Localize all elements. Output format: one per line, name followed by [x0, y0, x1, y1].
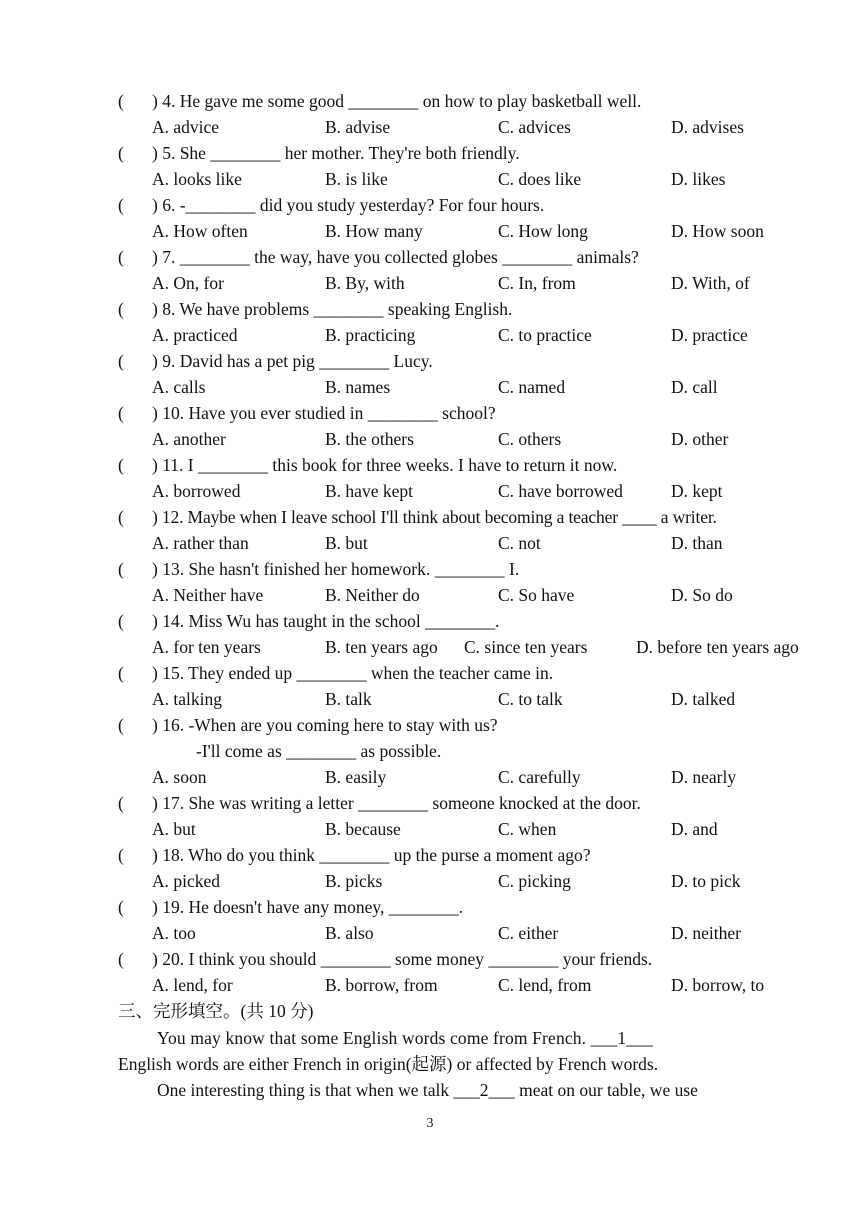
option-b: B. also [325, 923, 374, 943]
option-c: C. named [498, 377, 566, 397]
question-text: ) 5. She ________ her mother. They're both friendly. [152, 143, 520, 163]
option-c: C. either [498, 923, 559, 943]
option-b: B. picks [325, 871, 383, 891]
answer-paren: ( [118, 299, 124, 319]
option-b: B. but [325, 533, 368, 553]
answer-paren: ( [118, 195, 124, 215]
option-b: B. names [325, 377, 391, 397]
question-text: ) 9. David has a pet pig ________ Lucy. [152, 351, 433, 371]
option-a: A. another [152, 429, 226, 449]
question-text: ) 12. Maybe when I leave school I'll think about becoming a teacher ____ a writer. [152, 507, 717, 527]
option-b: B. ten years ago [325, 637, 438, 657]
option-d: D. With, of [671, 273, 750, 293]
question-text: ) 19. He doesn't have any money, ________. [152, 897, 464, 917]
option-d: D. talked [671, 689, 736, 709]
answer-paren: ( [118, 715, 124, 735]
option-c: C. since ten years [464, 637, 588, 657]
answer-paren: ( [118, 143, 124, 163]
option-c: C. So have [498, 585, 575, 605]
option-d: D. other [671, 429, 729, 449]
section-title-cloze: 三、完形填空。(共 10 分) [118, 1001, 314, 1021]
question-text: ) 14. Miss Wu has taught in the school ________. [152, 611, 500, 631]
question-text: ) 13. She hasn't finished her homework. ________ I. [152, 559, 520, 579]
question-text: ) 7. ________ the way, have you collected globes ________ animals? [152, 247, 639, 267]
option-d: D. advises [671, 117, 744, 137]
answer-paren: ( [118, 793, 124, 813]
option-a: A. looks like [152, 169, 242, 189]
option-c: C. not [498, 533, 541, 553]
cloze-paragraph-2-line-1: One interesting thing is that when we talk ___2___ meat on our table, we use [157, 1080, 698, 1100]
option-a: A. talking [152, 689, 222, 709]
question-text: ) 17. She was writing a letter ________ someone knocked at the door. [152, 793, 641, 813]
option-a: A. borrowed [152, 481, 241, 501]
question-text: ) 10. Have you ever studied in ________ school? [152, 403, 496, 423]
option-d: D. and [671, 819, 718, 839]
option-b: B. By, with [325, 273, 405, 293]
option-a: A. but [152, 819, 196, 839]
answer-paren: ( [118, 949, 124, 969]
question-text: ) 8. We have problems ________ speaking English. [152, 299, 513, 319]
option-b: B. How many [325, 221, 423, 241]
question-text: ) 4. He gave me some good ________ on how to play basketball well. [152, 91, 642, 111]
option-c: C. others [498, 429, 562, 449]
option-b: B. borrow, from [325, 975, 438, 995]
option-c: C. How long [498, 221, 588, 241]
question-text: ) 16. -When are you coming here to stay with us? [152, 715, 498, 735]
option-a: A. rather than [152, 533, 249, 553]
option-b: B. Neither do [325, 585, 420, 605]
question-16-stem-reply: -I'll come as ________ as possible. [196, 741, 442, 761]
option-d: D. kept [671, 481, 723, 501]
question-text: ) 11. I ________ this book for three weeks. I have to return it now. [152, 455, 618, 475]
option-b: B. is like [325, 169, 388, 189]
page-number: 3 [426, 1116, 434, 1131]
option-c: C. have borrowed [498, 481, 623, 501]
option-b: B. advise [325, 117, 391, 137]
answer-paren: ( [118, 455, 124, 475]
answer-paren: ( [118, 663, 124, 683]
option-a: A. picked [152, 871, 221, 891]
answer-paren: ( [118, 403, 124, 423]
option-c: C. In, from [498, 273, 576, 293]
option-a: A. too [152, 923, 196, 943]
option-c: C. when [498, 819, 557, 839]
cloze-paragraph-1-line-2: English words are either French in origin(起源) or affected by French words. [118, 1054, 659, 1074]
option-d: D. nearly [671, 767, 737, 787]
option-c: C. to talk [498, 689, 563, 709]
option-b: B. talk [325, 689, 372, 709]
option-a: A. practiced [152, 325, 238, 345]
answer-paren: ( [118, 897, 124, 917]
cloze-paragraph-1-line-1: You may know that some English words come from French. ___1___ [157, 1028, 654, 1048]
option-a: A. On, for [152, 273, 224, 293]
option-a: A. How often [152, 221, 248, 241]
option-d: D. to pick [671, 871, 741, 891]
option-d: D. before ten years ago [636, 637, 799, 657]
option-a: A. advice [152, 117, 220, 137]
question-text: ) 20. I think you should ________ some money ________ your friends. [152, 949, 653, 969]
option-c: C. lend, from [498, 975, 592, 995]
question-text: ) 15. They ended up ________ when the teacher came in. [152, 663, 554, 683]
option-c: C. does like [498, 169, 582, 189]
option-d: D. How soon [671, 221, 764, 241]
question-text: ) 18. Who do you think ________ up the purse a moment ago? [152, 845, 591, 865]
option-b: B. easily [325, 767, 387, 787]
option-b: B. because [325, 819, 401, 839]
answer-paren: ( [118, 611, 124, 631]
answer-paren: ( [118, 507, 124, 527]
option-d: D. call [671, 377, 718, 397]
answer-paren: ( [118, 351, 124, 371]
option-c: C. carefully [498, 767, 581, 787]
option-c: C. advices [498, 117, 571, 137]
option-a: A. calls [152, 377, 206, 397]
option-b: B. the others [325, 429, 414, 449]
option-a: A. for ten years [152, 637, 261, 657]
option-d: D. So do [671, 585, 733, 605]
option-d: D. than [671, 533, 723, 553]
option-d: D. likes [671, 169, 726, 189]
option-d: D. borrow, to [671, 975, 765, 995]
option-c: C. picking [498, 871, 571, 891]
option-d: D. neither [671, 923, 741, 943]
question-text: ) 6. -________ did you study yesterday? For four hours. [152, 195, 545, 215]
option-a: A. Neither have [152, 585, 264, 605]
option-c: C. to practice [498, 325, 592, 345]
option-d: D. practice [671, 325, 748, 345]
answer-paren: ( [118, 845, 124, 865]
option-b: B. have kept [325, 481, 413, 501]
option-a: A. soon [152, 767, 207, 787]
answer-paren: ( [118, 559, 124, 579]
answer-paren: ( [118, 247, 124, 267]
option-b: B. practicing [325, 325, 416, 345]
option-a: A. lend, for [152, 975, 233, 995]
answer-paren: ( [118, 91, 124, 111]
